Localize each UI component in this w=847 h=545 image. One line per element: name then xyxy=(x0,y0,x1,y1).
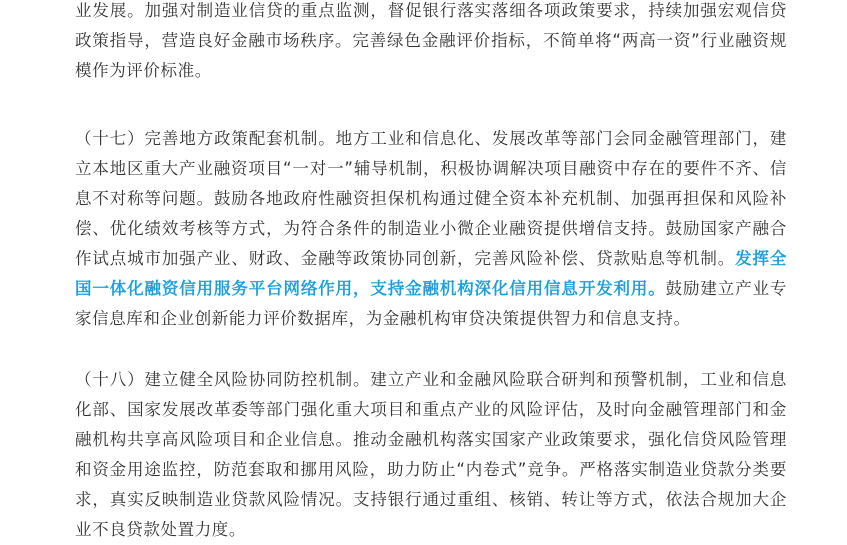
paragraph-risk-prevention-mechanism xyxy=(75,365,787,545)
paragraph-text: 业发展。加强对制造业信贷的重点监测，督促银行落实落细各项政策要求，持续加强宏观信贷政策指导，营造良好金融市场秩序。完善绿色金融评价指标，不简单将“两高一资”行业融资规模作为评价标准。 xyxy=(75,1,787,80)
paragraph-credit-monitoring xyxy=(75,0,787,86)
paragraph-local-policy-mechanism xyxy=(75,124,787,334)
paragraph-text: 鼓励建立产业专家信息库和企业创新能力评价数据库，为金融机构审贷决策提供智力和信息支持。 xyxy=(75,279,788,328)
paragraph-text: （十八）建立健全风险协同防控机制。建立产业和金融风险联合研判和预警机制，工业和信息化部、国家发展改革委等部门强化重大项目和重点产业的风险评估，及时向金融管理部门和金融机构共享高风险项目和企业信息。推动金融机构落实国家产业政策要求，强化信贷风险管理和资金用途监控，防范套取和挪用风险，助力防止“内卷式”竞争。严格落实制造业贷款分类要求，真实反映制造业贷款风险情况。支持银行通过重组、核销、转让等方式，依法合规加大企业不良贷款处置力度。 xyxy=(75,370,787,539)
highlighted-text: 发挥全国一体化融资信用服务平台网络作用，支持金融机构深化信用信息开发利用。 xyxy=(75,249,787,298)
paragraph-text: （十七）完善地方政策配套机制。地方工业和信息化、发展改革等部门会同金融管理部门，建立本地区重大产业融资项目“一对一”辅导机制，积极协调解决项目融资中存在的要件不齐、信息不对称等问题。鼓励各地政府性融资担保机构通过健全资本补充机制、加强再担保和风险补偿、优化绩效考核等方式，为符合条件的制造业小微企业融资提供增信支持。鼓励国家产融合作试点城市加强产业、财政、金融等政策协同创新，完善风险补偿、贷款贴息等机制。 xyxy=(75,129,787,268)
